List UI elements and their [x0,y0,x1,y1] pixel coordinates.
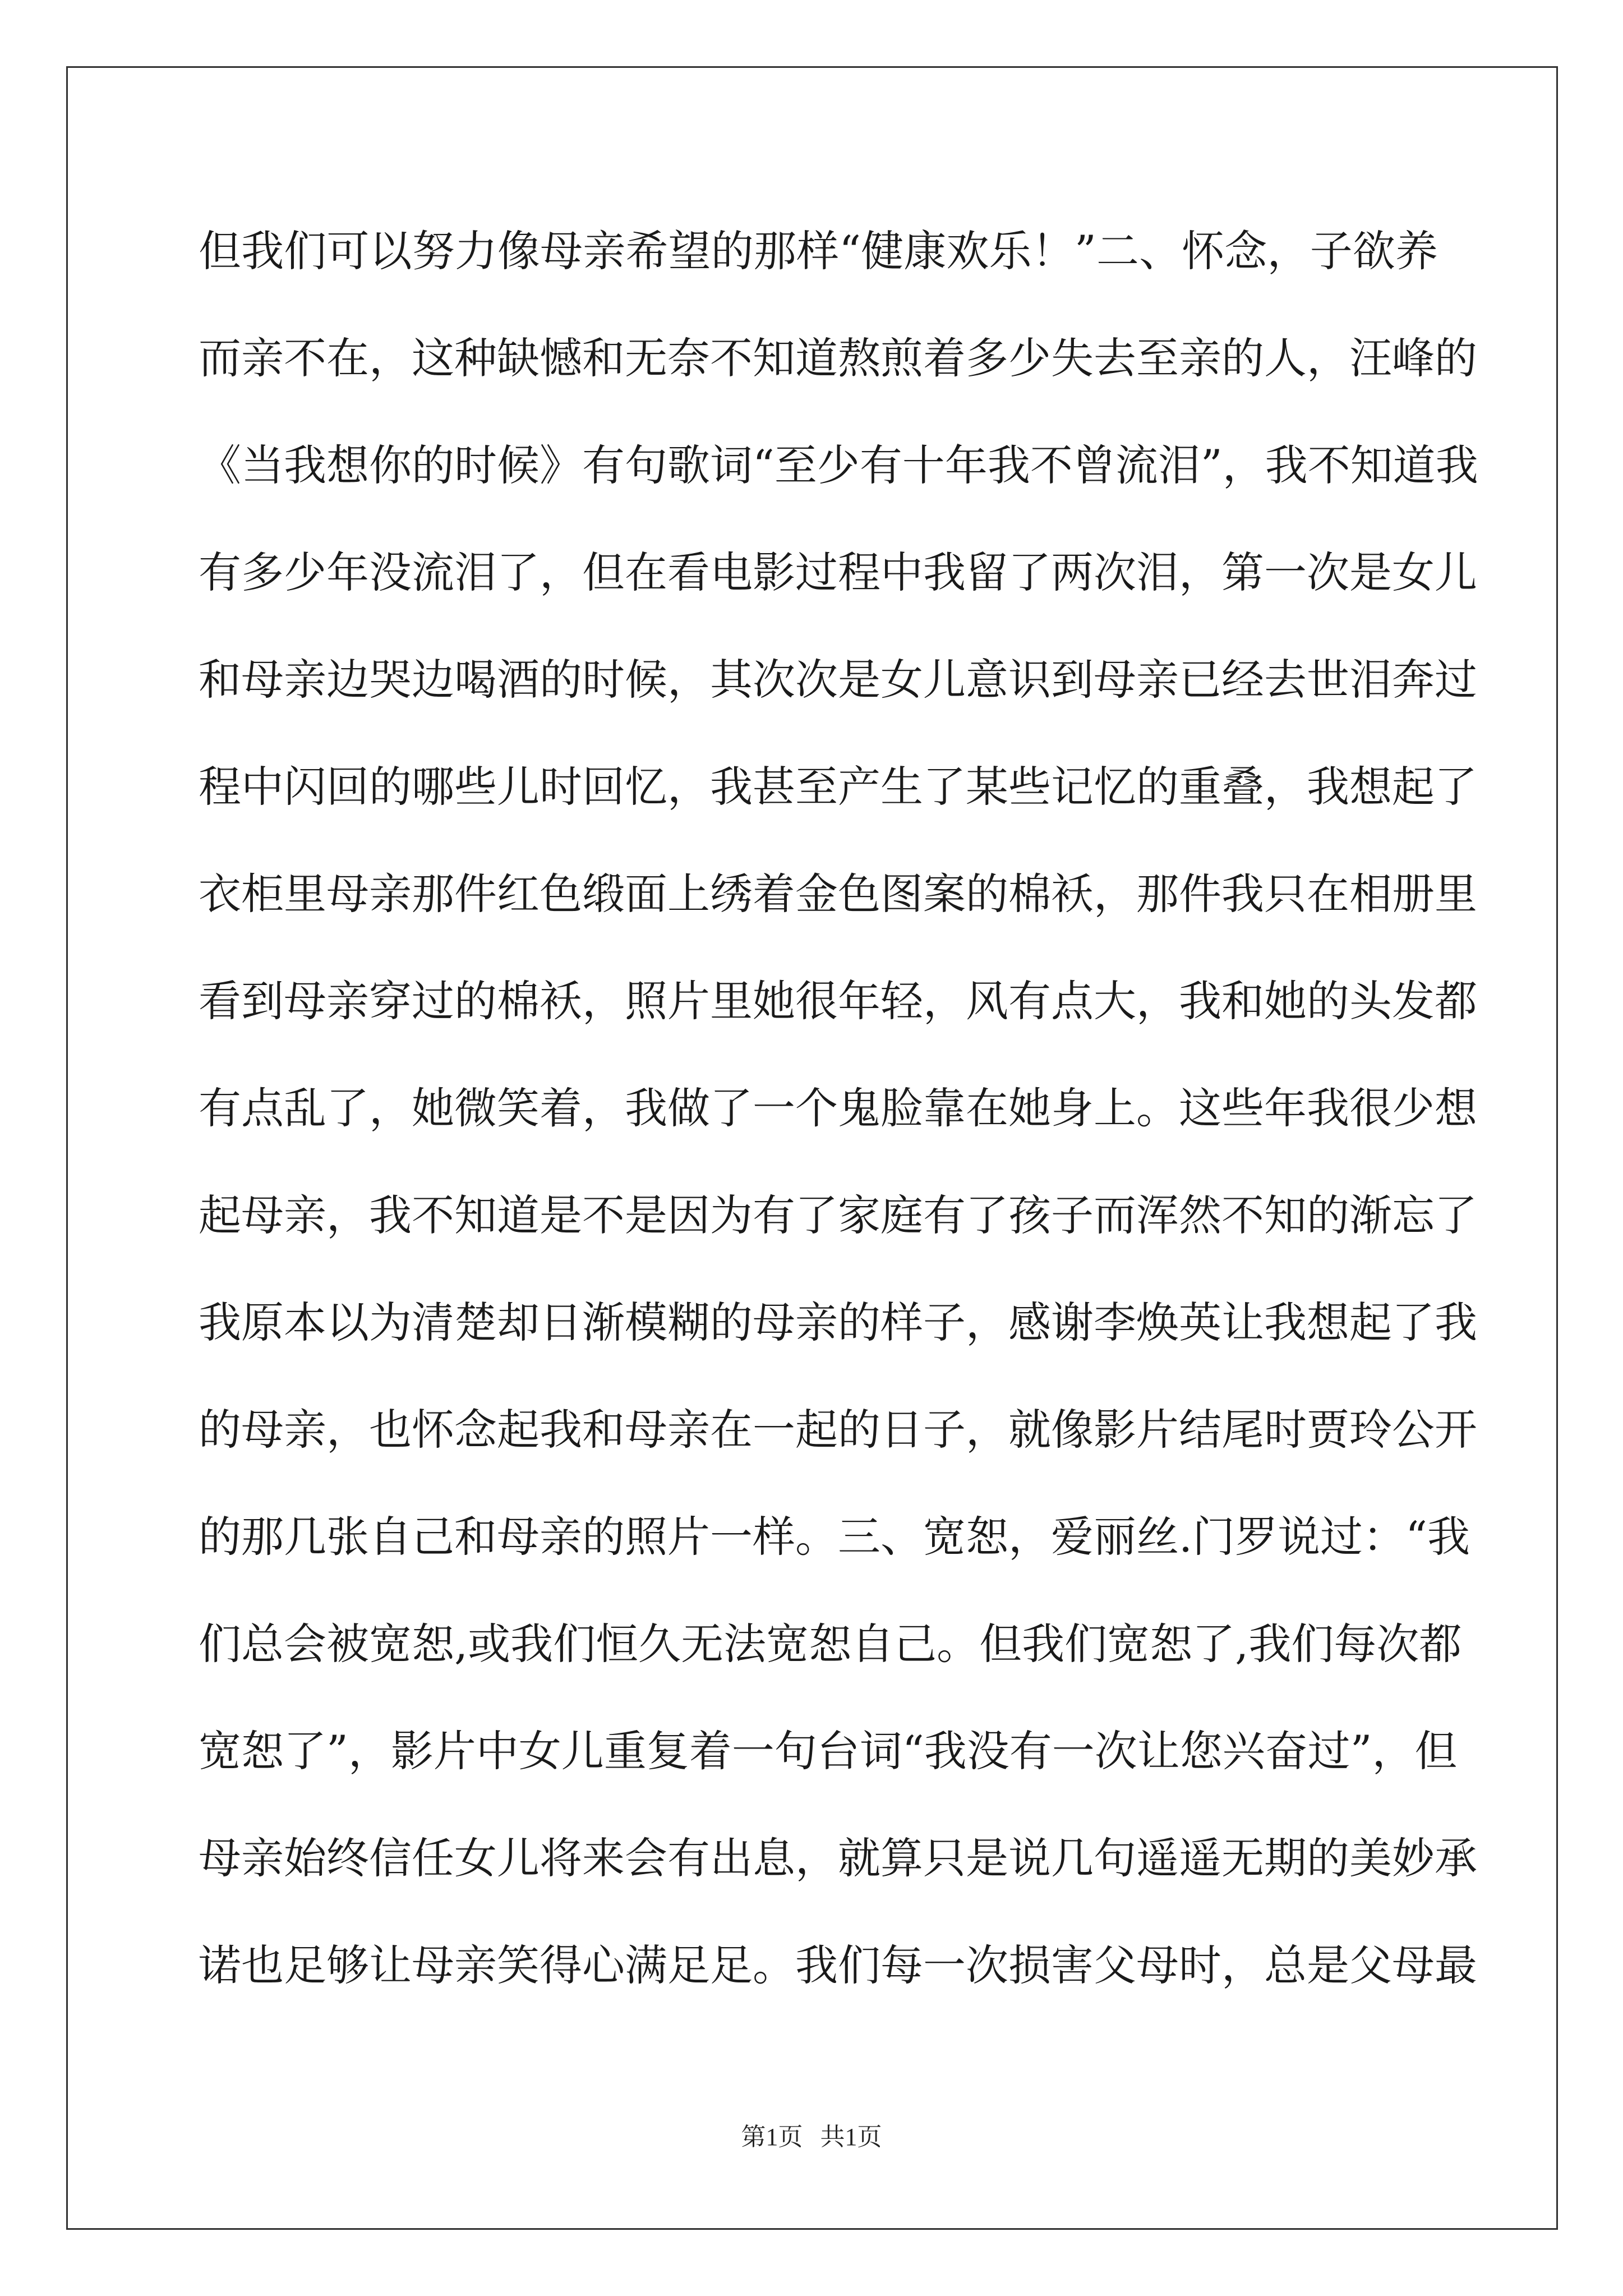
page-number: 第1页 [741,2123,803,2151]
text-line: 有多少年没流泪了，但在看电影过程中我留了两次泪，第一次是女儿 [199,547,1477,597]
text-line: 和母亲边哭边喝酒的时候，其次次是女儿意识到母亲已经去世泪奔过 [199,655,1477,705]
text-line: 而亲不在，这种缺憾和无奈不知道熬煎着多少失去至亲的人，汪峰的 [199,333,1477,383]
text-line: 但我们可以努力像母亲希望的那样“健康欢乐！”二、怀念，子欲养 [199,226,1438,276]
text-line: 衣柜里母亲那件红色缎面上绣着金色图案的棉袄，那件我只在相册里 [199,869,1477,919]
text-line: 有点乱了，她微笑着，我做了一个鬼脸靠在她身上。这些年我很少想 [199,1083,1477,1133]
page-total: 共1页 [820,2123,882,2151]
text-line: 母亲始终信任女儿将来会有出息，就算只是说几句遥遥无期的美妙承 [199,1833,1477,1883]
document-body [199,218,1478,2039]
text-line: 宽恕了”，影片中女儿重复着一句台词“我没有一次让您兴奋过”，但 [199,1726,1458,1776]
page-footer [0,2120,1623,2154]
text-line: 诺也足够让母亲笑得心满足足。我们每一次损害父母时，总是父母最 [199,1940,1477,1990]
text-line: 看到母亲穿过的棉袄，照片里她很年轻，风有点大，我和她的头发都 [199,976,1477,1026]
text-line: 起母亲，我不知道是不是因为有了家庭有了孩子而浑然不知的渐忘了 [199,1190,1477,1240]
text-line: 们总会被宽恕,或我们恒久无法宽恕自己。但我们宽恕了,我们每次都 [199,1619,1462,1669]
text-line: 的那几张自己和母亲的照片一样。三、宽恕，爱丽丝.门罗说过：“我 [199,1512,1470,1562]
text-line: 我原本以为清楚却日渐模糊的母亲的样子，感谢李焕英让我想起了我 [199,1297,1477,1347]
text-line: 《当我想你的时候》有句歌词“至少有十年我不曾流泪”，我不知道我 [199,440,1478,490]
text-line: 程中闪回的哪些儿时回忆，我甚至产生了某些记忆的重叠，我想起了 [199,762,1477,812]
text-line: 的母亲，也怀念起我和母亲在一起的日子，就像影片结尾时贾玲公开 [199,1405,1477,1455]
